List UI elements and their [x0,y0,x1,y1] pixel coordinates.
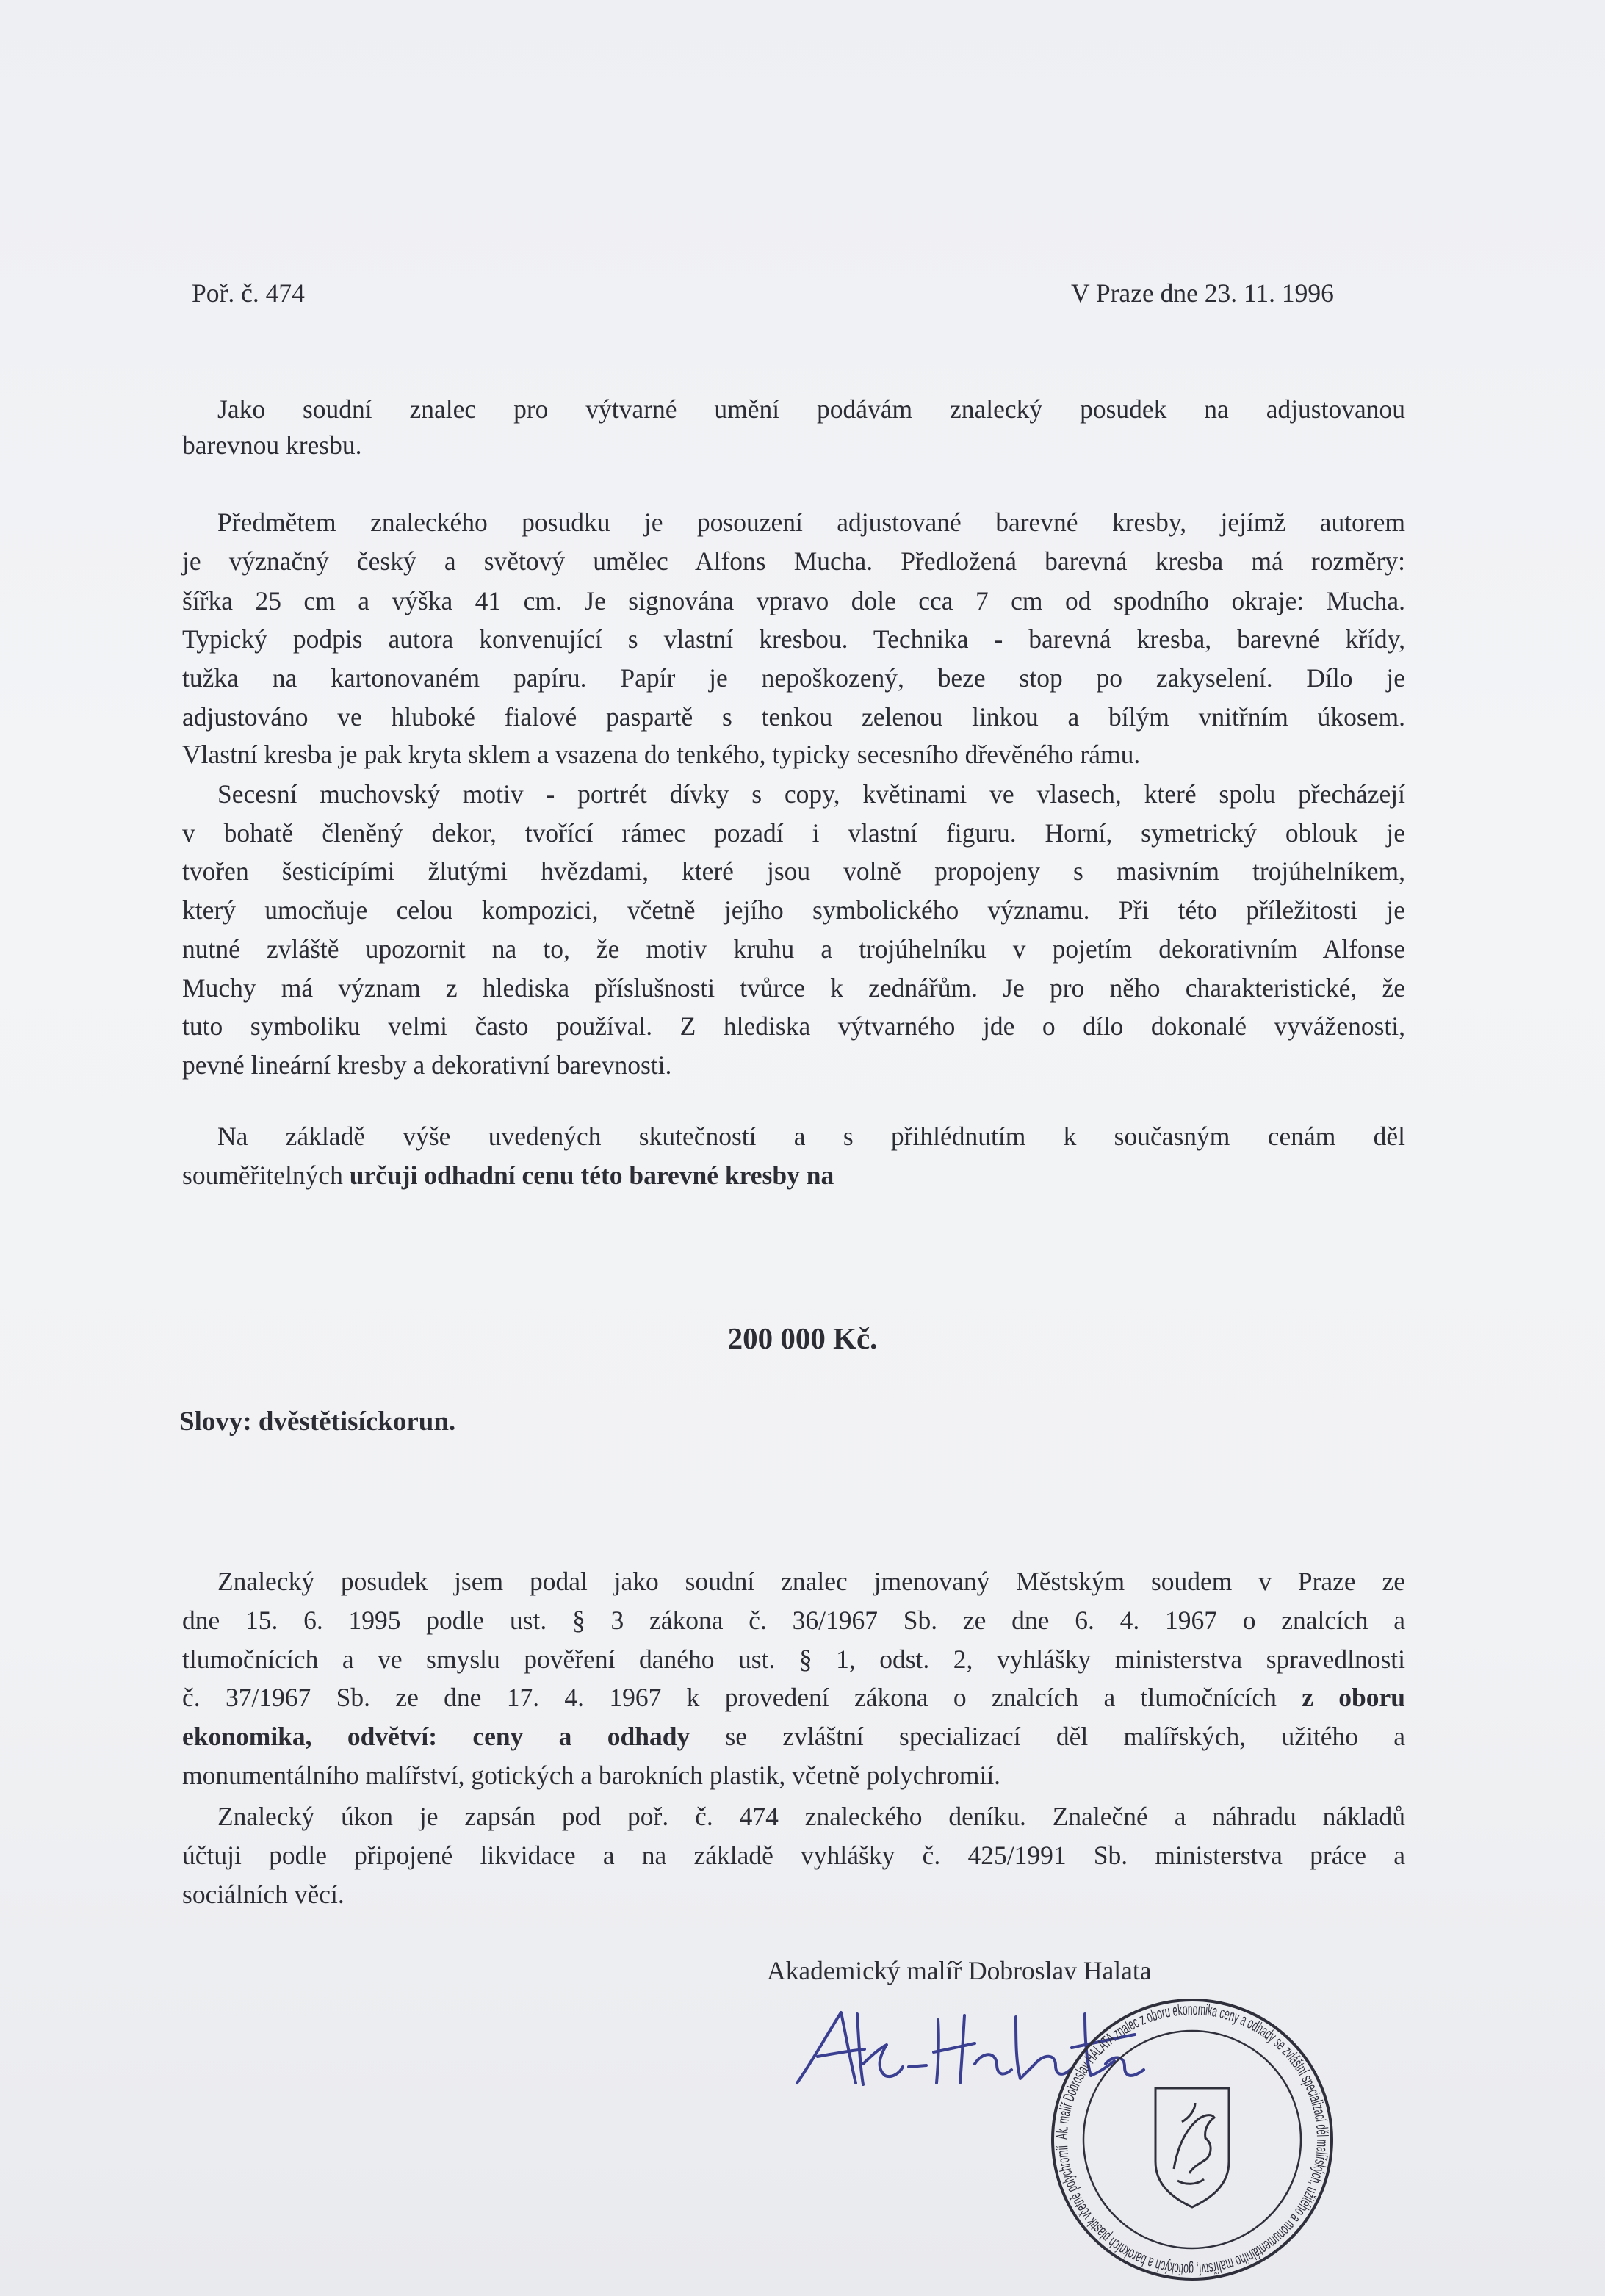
text-normal: č. 37/1967 Sb. ze dne 17. 4. 1967 k provedení zákona o znalcích a tlumočnících [182,1683,1302,1712]
text-line: tužka na kartonovaném papíru. Papír je nepoškozený, beze stop po zakyselení. Dílo je [182,663,1405,693]
text-line: Muchy má význam z hlediska příslušnosti tvůrce k zednářům. Je pro něho charakteristické, že [182,973,1405,1003]
text-line: Typický podpis autora konvenující s vlastní kresbou. Technika - barevná kresba, barevné křídy, [182,624,1405,654]
text-normal: se zvláštní specializací děl malířských, užitého a [690,1722,1405,1751]
text-line: je význačný český a světový umělec Alfons Mucha. Předložená barevná kresba má rozměry: [182,546,1405,576]
price-in-words: Slovy: dvěstětisíckorun. [179,1407,456,1437]
author-name: Akademický malíř Dobroslav Halata [767,1956,1152,1985]
text-line: účtuji podle připojené likvidace a na základě vyhlášky č. 425/1991 Sb. ministerstva práce a [182,1841,1405,1870]
text-bold: z oboru [1302,1683,1406,1712]
coat-of-arms-icon [1155,2088,1229,2207]
text-line: barevnou kresbu. [182,430,362,460]
text-normal: souměřitelných [182,1160,350,1190]
text-bold: určuji odhadní cenu této barevné kresby na [349,1160,834,1190]
text-line: sociálních věcí. [182,1880,345,1909]
place-and-date: V Praze dne 23. 11. 1996 [1071,278,1334,308]
text-line [182,1158,1405,1192]
reference-number: Poř. č. 474 [192,278,305,308]
text-line: šířka 25 cm a výška 41 cm. Je signována vpravo dole cca 7 cm od spodního okraje: Mucha. [182,586,1405,615]
text-line: tuto symboliku velmi často používal. Z hlediska výtvarného jde o dílo dokonalé vyváženosti, [182,1011,1405,1041]
text-line: Na základě výše uvedených skutečností a s přihlédnutím k současným cenám děl [217,1122,1405,1151]
text-line: Secesní muchovský motiv - portrét dívky s copy, květinami ve vlasech, které spolu přecházejí [217,779,1405,809]
text-line: Předmětem znaleckého posudku je posouzení adjustované barevné kresby, jejímž autorem [217,508,1405,537]
estimated-price: 200 000 Kč. [727,1321,878,1355]
text-line: Znalecký posudek jsem podal jako soudní znalec jmenovaný Městským soudem v Praze ze [217,1567,1405,1596]
text-line: v bohatě členěný dekor, tvořící rámec pozadí i vlastní figuru. Horní, symetrický oblouk je [182,818,1405,848]
text-bold: ekonomika, odvětví: ceny a odhady [182,1722,690,1751]
text-line: nutné zvláště upozornit na to, že motiv kruhu a trojúhelníku v pojetím dekorativním Alfonse [182,934,1405,964]
text-line: Vlastní kresba je pak kryta sklem a vsazena do tenkého, typicky secesního dřevěného rámu. [182,740,1141,769]
text-line: který umocňuje celou kompozici, včetně jejího symbolického významu. Při této příležitosti je [182,895,1405,925]
text-line: Jako soudní znalec pro výtvarné umění podávám znalecký posudek na adjustovanou [217,394,1405,424]
text-line: pevné lineární kresby a dekorativní barevnosti. [182,1050,672,1080]
stamp-text: Ak. malíř Dobroslav HALATA znalec z oboru ekonomika ceny a odhady se zvláštní specializací děl malířských, užitého a monumentálního malířství, gotických a barokních plastik včetně polychromií [1052,1999,1332,2280]
text-line: dne 15. 6. 1995 podle ust. § 3 zákona č. 36/1967 Sb. ze dne 6. 4. 1967 o znalcích a [182,1606,1405,1635]
text-line: Znalecký úkon je zapsán pod poř. č. 474 znaleckého deníku. Znalečné a náhradu nákladů [217,1802,1405,1831]
text-line: tlumočnících a ve smyslu pověření daného ust. § 1, odst. 2, vyhlášky ministerstva spravedlnosti [182,1645,1405,1674]
text-line: adjustováno ve hluboké fialové paspartě s tenkou zelenou linkou a bílým vnitřním úkosem. [182,702,1405,732]
text-line [182,1681,1405,1714]
text-line: monumentálního malířství, gotických a barokních plastik, včetně polychromií. [182,1761,1001,1790]
official-stamp [1038,1993,1346,2286]
text-line [182,1719,1405,1753]
text-line: tvořen šesticípími žlutými hvězdami, které jsou volně propojeny s masivním trojúhelníkem, [182,856,1405,886]
